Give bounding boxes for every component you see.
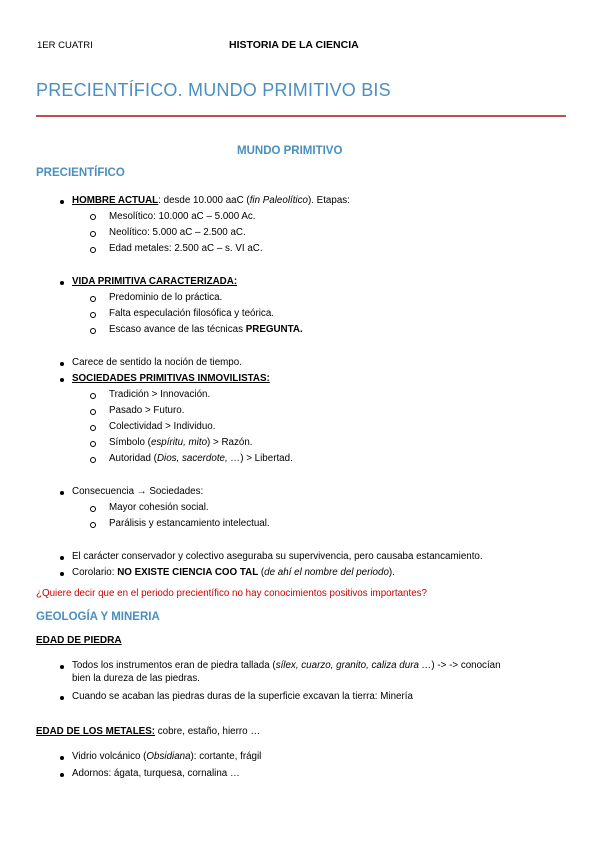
bullet-vida-primitiva: VIDA PRIMITIVA CARACTERIZADA: xyxy=(72,276,238,287)
sub-item: Parálisis y estancamiento intelectual. xyxy=(109,518,270,529)
bullet-vidrio: Vidrio volcánico (Obsidiana): cortante, frágil xyxy=(72,751,262,762)
sub-item: Neolítico: 5.000 aC – 2.500 aC. xyxy=(109,227,246,238)
bullet-dot xyxy=(60,572,64,576)
sub-item: Pasado > Futuro. xyxy=(109,405,185,416)
bullet-mineria: Cuando se acaban las piedras duras de la superficie excavan la tierra: Minería xyxy=(72,691,413,702)
sub-item: Falta especulación filosófica y teórica. xyxy=(109,308,274,319)
question-note: ¿Quiere decir que en el periodo precientífico no hay conocimientos positivos importantes? xyxy=(36,588,428,599)
sub-item: Mayor cohesión social. xyxy=(109,502,209,513)
sub-item: Predominio de lo práctica. xyxy=(109,292,223,303)
bullet-dot xyxy=(60,696,64,700)
section-heading-main: MUNDO PRIMITIVO xyxy=(237,145,343,157)
title-rule xyxy=(36,115,566,117)
sub-bullet-circle xyxy=(90,506,96,512)
bullet-consecuencia: Consecuencia → Sociedades: xyxy=(72,486,204,497)
sub-item: Tradición > Innovación. xyxy=(109,389,211,400)
bullet-instrumentos: Todos los instrumentos eran de piedra tallada (sílex, cuarzo, granito, caliza dura …) -> -> conocían xyxy=(72,660,501,671)
sub-bullet-circle xyxy=(90,393,96,399)
subject-title: HISTORIA DE LA CIENCIA xyxy=(229,39,359,51)
document-title: PRECIENTÍFICO. MUNDO PRIMITIVO BIS xyxy=(36,80,391,100)
sub-bullet-circle xyxy=(90,441,96,447)
sub-bullet-circle xyxy=(90,214,96,220)
sub-bullet-circle xyxy=(90,457,96,463)
bullet-dot xyxy=(60,200,64,204)
bullet-dot xyxy=(60,362,64,366)
bullet-dot xyxy=(60,665,64,669)
bullet-tiempo: Carece de sentido la noción de tiempo. xyxy=(72,357,242,368)
bullet-dot xyxy=(60,281,64,285)
sub-item: Edad metales: 2.500 aC – s. VI aC. xyxy=(109,243,263,254)
section-heading-precientifico: PRECIENTÍFICO xyxy=(36,167,125,179)
bullet-dot xyxy=(60,756,64,760)
section-heading-geologia: GEOLOGÍA Y MINERIA xyxy=(36,611,160,623)
sub-item: Colectividad > Individuo. xyxy=(109,421,216,432)
course-label: 1ER CUATRI xyxy=(37,40,93,51)
sub-bullet-circle xyxy=(90,312,96,318)
subheading-edad-piedra: EDAD DE PIEDRA xyxy=(36,635,122,646)
bullet-dot xyxy=(60,378,64,382)
sub-bullet-circle xyxy=(90,425,96,431)
bullet-dot xyxy=(60,773,64,777)
bullet-corolario: Corolario: NO EXISTE CIENCIA COO TAL (de ahí el nombre del periodo). xyxy=(72,567,395,578)
sub-bullet-circle xyxy=(90,328,96,334)
bullet-dot xyxy=(60,556,64,560)
bullet-dot xyxy=(60,491,64,495)
sub-bullet-circle xyxy=(90,231,96,237)
sub-bullet-circle xyxy=(90,522,96,528)
sub-item: Escaso avance de las técnicas PREGUNTA. xyxy=(109,324,303,335)
sub-bullet-circle xyxy=(90,296,96,302)
bullet-adornos: Adornos: ágata, turquesa, cornalina … xyxy=(72,768,240,779)
bullet-hombre-actual: HOMBRE ACTUAL: desde 10.000 aaC (fin Paleolítico). Etapas: xyxy=(72,195,350,206)
subheading-edad-metales: EDAD DE LOS METALES: cobre, estaño, hierro … xyxy=(36,726,261,737)
sub-item: Autoridad (Dios, sacerdote, …) > Libertad. xyxy=(109,453,293,464)
sub-bullet-circle xyxy=(90,409,96,415)
bullet-caracter-conservador: El carácter conservador y colectivo aseguraba su supervivencia, pero causaba estancamiento. xyxy=(72,551,483,562)
sub-item: Símbolo (espíritu, mito) > Razón. xyxy=(109,437,253,448)
bullet-instrumentos-cont: bien la dureza de las piedras. xyxy=(72,673,200,684)
bullet-sociedades-primitivas: SOCIEDADES PRIMITIVAS INMOVILISTAS: xyxy=(72,373,270,384)
sub-bullet-circle xyxy=(90,247,96,253)
sub-item: Mesolítico: 10.000 aC – 5.000 Ac. xyxy=(109,211,256,222)
